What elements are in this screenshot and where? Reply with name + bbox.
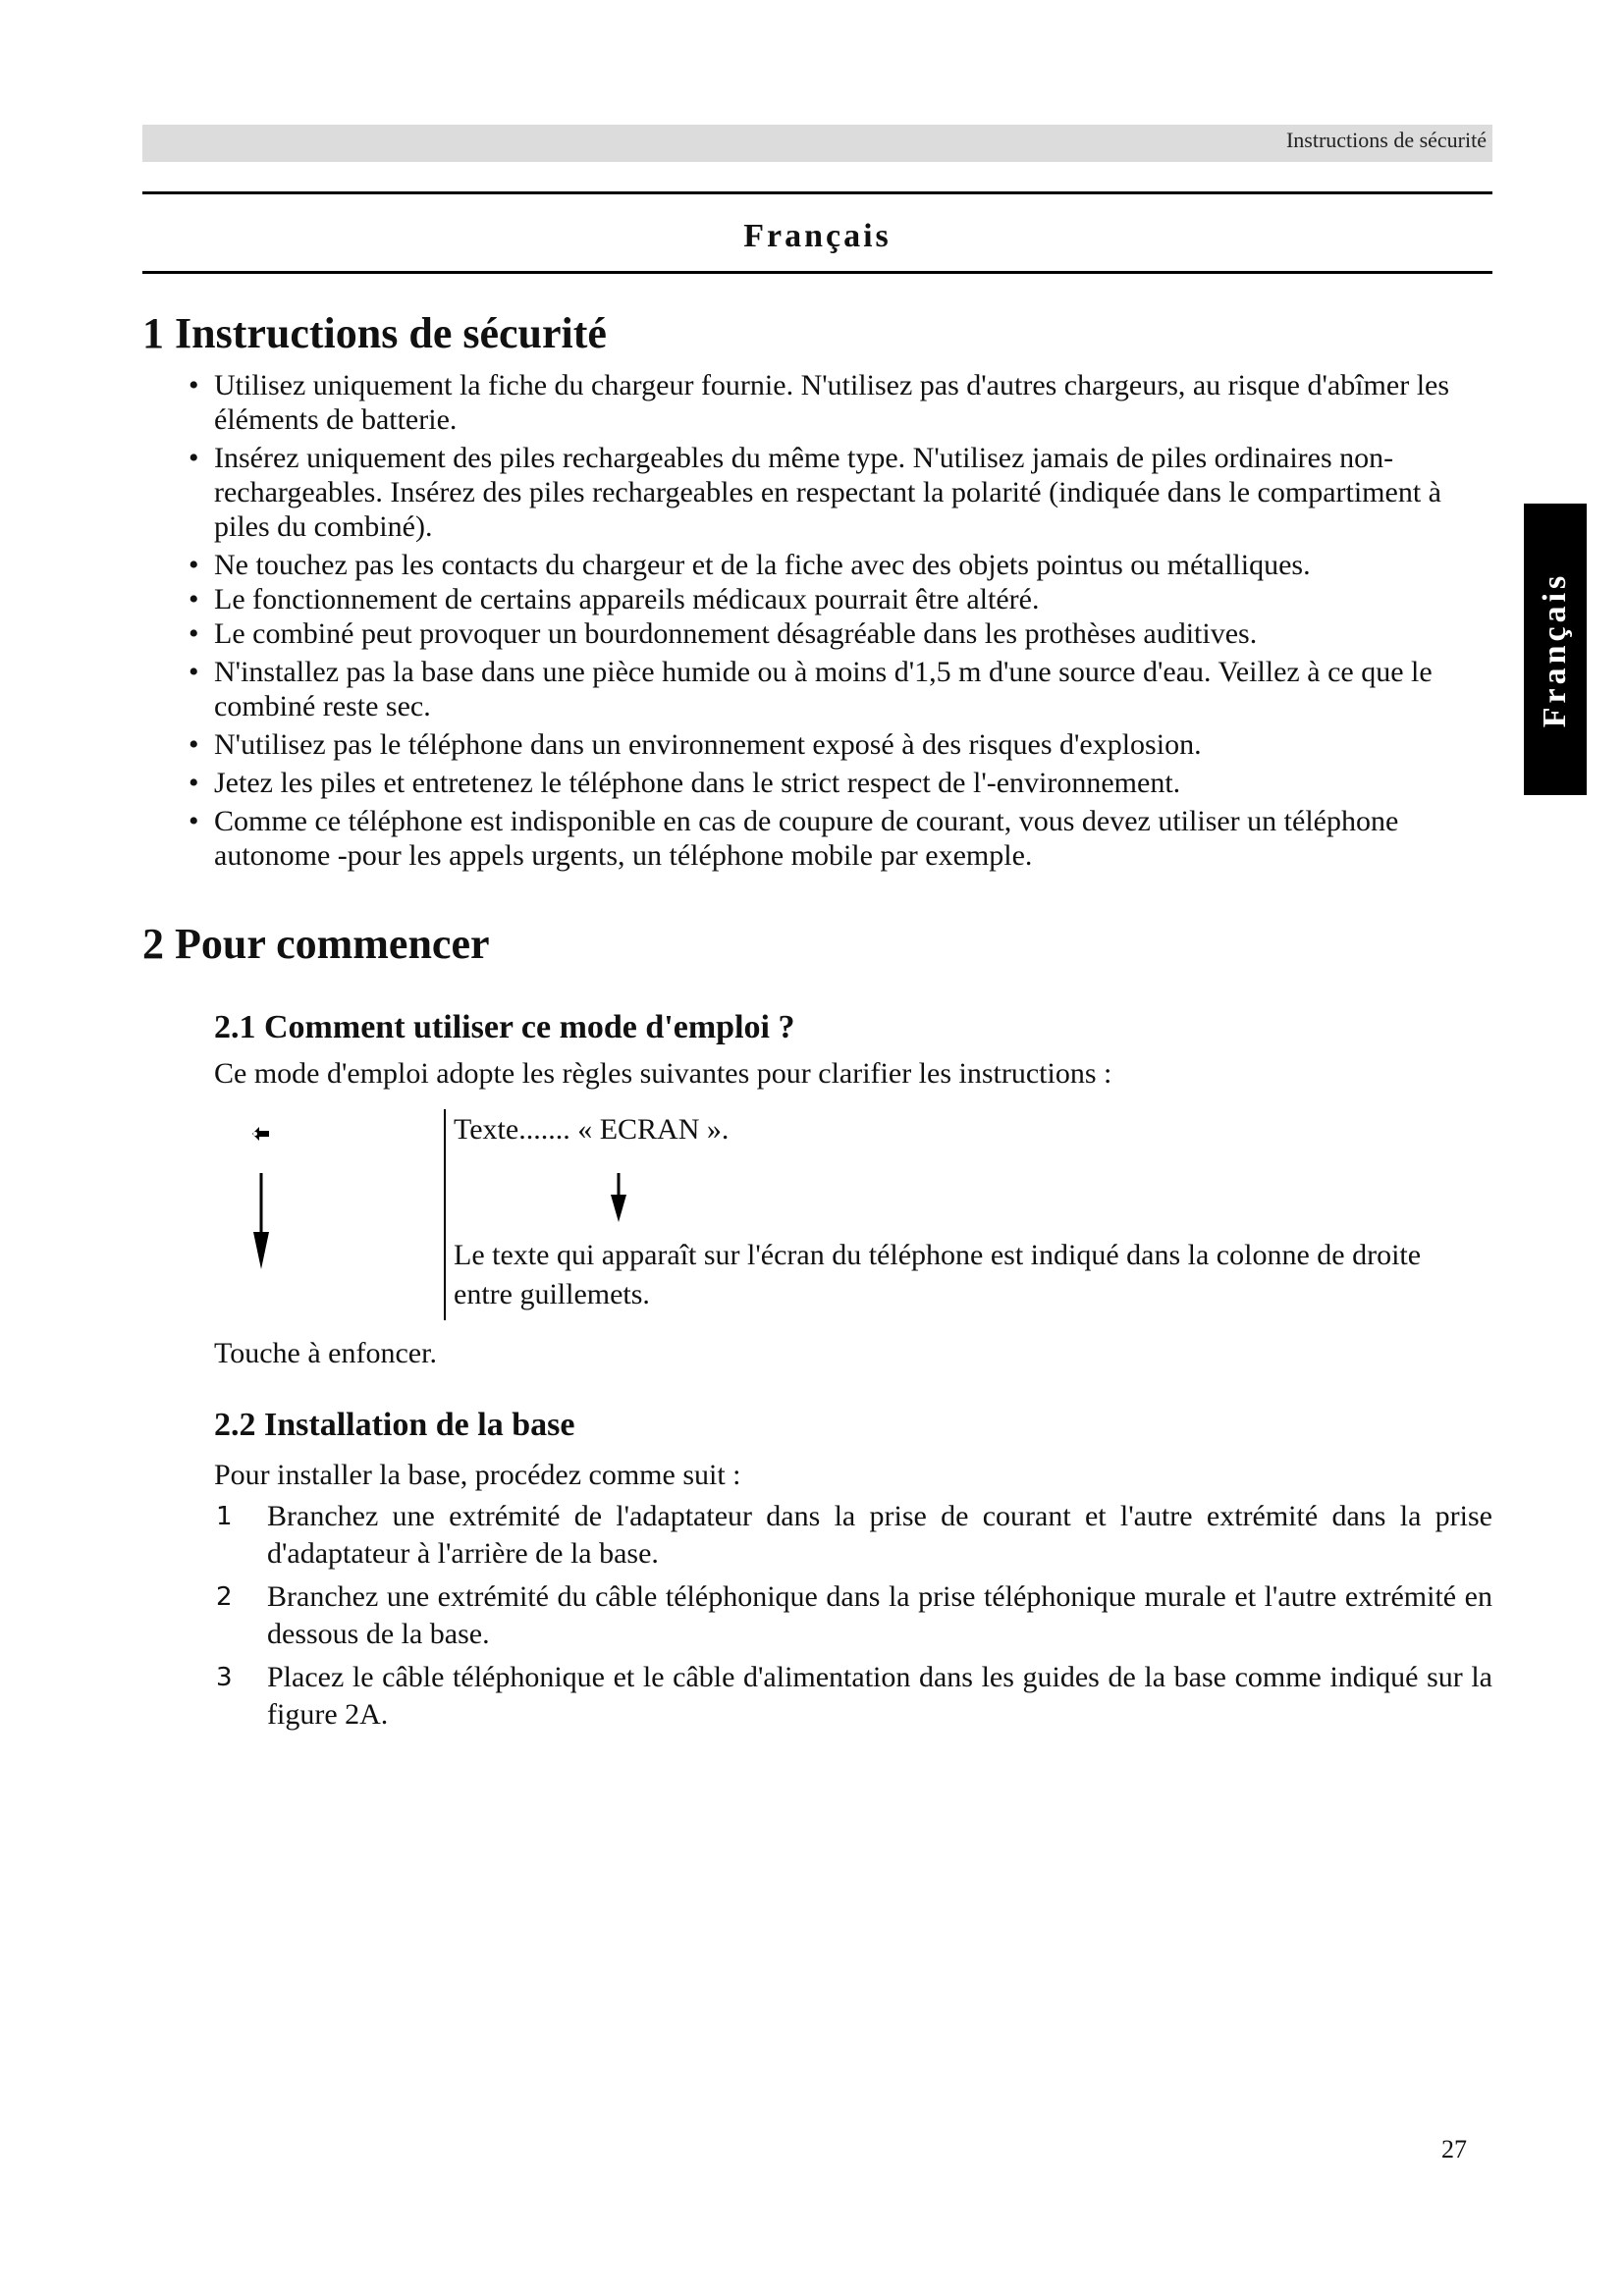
list-item-text: N'installez pas la base dans une pièce humide ou à moins d'1,5 m d'une source d'eau. Veillez à ce que le combiné reste sec. bbox=[214, 656, 1433, 722]
list-item-text: Insérez uniquement des piles rechargeables du même type. N'utilisez jamais de piles ordinaires non-rechargeables. Insérez des piles rechargeables en respectant la polarité (indiquée dans le compartiment à piles du combiné). bbox=[214, 442, 1441, 543]
bullet: • bbox=[189, 767, 199, 799]
step-text: Branchez une extrémité du câble téléphonique dans la prise téléphonique murale et l'autre extrémité en dessous de la base. bbox=[267, 1580, 1492, 1650]
bullet: • bbox=[189, 369, 199, 401]
list-item bbox=[189, 441, 1490, 544]
list-item-text: Le combiné peut provoquer un bourdonnement désagréable dans les prothèses auditives. bbox=[214, 617, 1258, 650]
page-number: 27 bbox=[1441, 2135, 1467, 2163]
arrow-down-icon bbox=[247, 1173, 275, 1271]
installation-steps bbox=[214, 1498, 1492, 1739]
list-item bbox=[189, 582, 1490, 616]
key-caption: Touche à enfoncer. bbox=[214, 1337, 437, 1369]
subsection-2-1-title: 2.1 Comment utiliser ce mode d'emploi ? bbox=[214, 1009, 795, 1045]
bullet: • bbox=[189, 656, 199, 688]
section-1-title: 1 Instructions de sécurité bbox=[142, 309, 607, 357]
lang-rule bbox=[142, 271, 1492, 274]
step-text: Placez le câble téléphonique et le câble d'alimentation dans les guides de la base comme indiqué sur la figure 2A. bbox=[267, 1661, 1492, 1731]
list-item bbox=[214, 1578, 1492, 1653]
running-header-title: Instructions de sécurité bbox=[1285, 128, 1487, 152]
key-press-icon bbox=[249, 1122, 273, 1146]
bullet: • bbox=[189, 583, 199, 615]
subsection-2-2-intro: Pour installer la base, procédez comme suit : bbox=[214, 1459, 741, 1491]
legend-example-text: Texte....... « ECRAN ». bbox=[454, 1113, 730, 1146]
arrow-down-icon bbox=[607, 1173, 630, 1224]
list-item-text: Utilisez uniquement la fiche du chargeur fournie. N'utilisez pas d'autres chargeurs, au risque d'abîmer les éléments de batterie. bbox=[214, 369, 1450, 436]
list-item bbox=[214, 1498, 1492, 1573]
list-item bbox=[189, 548, 1490, 582]
language-title: Français bbox=[743, 218, 892, 254]
step-number: 1 bbox=[216, 1502, 233, 1531]
step-number: 3 bbox=[216, 1663, 233, 1692]
bullet: • bbox=[189, 617, 199, 650]
legend-divider bbox=[444, 1109, 446, 1320]
list-item bbox=[189, 368, 1490, 437]
section-2-title: 2 Pour commencer bbox=[142, 920, 490, 968]
list-item bbox=[189, 804, 1490, 873]
step-number: 2 bbox=[216, 1582, 233, 1612]
list-item bbox=[214, 1659, 1492, 1734]
list-item bbox=[189, 766, 1490, 800]
step-text: Branchez une extrémité de l'adaptateur dans la prise de courant et l'autre extrémité dans la prise d'adaptateur à l'arrière de la base. bbox=[267, 1500, 1492, 1570]
bullet: • bbox=[189, 549, 199, 581]
language-side-tab bbox=[1524, 504, 1587, 795]
bullet: • bbox=[189, 805, 199, 837]
subsection-2-1-intro: Ce mode d'emploi adopte les règles suivantes pour clarifier les instructions : bbox=[214, 1057, 1112, 1090]
bullet: • bbox=[189, 728, 199, 761]
side-tab-label: Français bbox=[1537, 571, 1573, 727]
bullet: • bbox=[189, 442, 199, 474]
list-item-text: Le fonctionnement de certains appareils médicaux pourrait être altéré. bbox=[214, 583, 1040, 615]
list-item-text: Jetez les piles et entretenez le téléphone dans le strict respect de l'-environnement. bbox=[214, 767, 1181, 799]
safety-list bbox=[189, 368, 1490, 877]
list-item bbox=[189, 616, 1490, 651]
list-item bbox=[189, 655, 1490, 723]
subsection-2-2-title: 2.2 Installation de la base bbox=[214, 1407, 575, 1443]
running-header bbox=[142, 125, 1492, 162]
list-item bbox=[189, 727, 1490, 762]
list-item-text: Comme ce téléphone est indisponible en cas de coupure de courant, vous devez utiliser un téléphone autonome -pour les appels urgents, un téléphone mobile par exemple. bbox=[214, 805, 1399, 872]
top-rule bbox=[142, 191, 1492, 194]
list-item-text: N'utilisez pas le téléphone dans un environnement exposé à des risques d'explosion. bbox=[214, 728, 1202, 761]
legend-explanation: Le texte qui apparaît sur l'écran du téléphone est indiqué dans la colonne de droite entre guillemets. bbox=[454, 1239, 1422, 1310]
list-item-text: Ne touchez pas les contacts du chargeur et de la fiche avec des objets pointus ou métalliques. bbox=[214, 549, 1311, 581]
